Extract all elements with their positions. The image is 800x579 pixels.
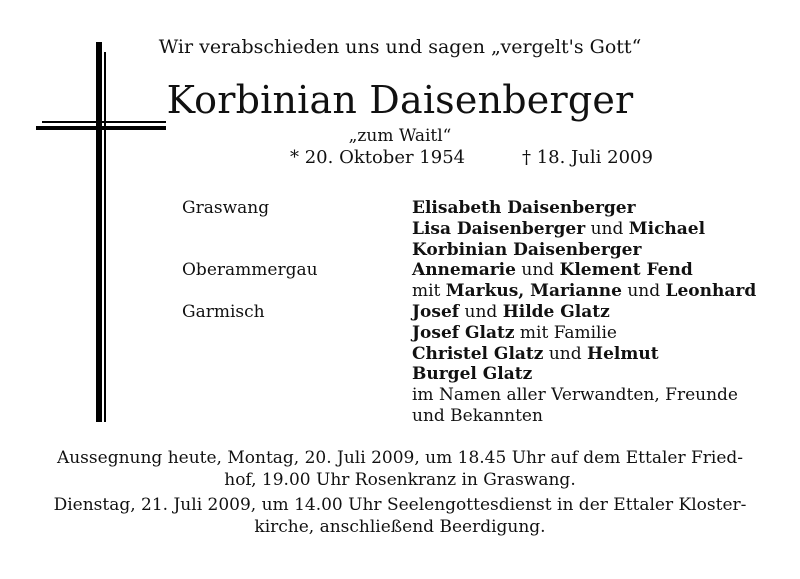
death-date: † 18. Juli 2009 <box>522 147 653 168</box>
cross-vertical-shadow <box>104 52 106 422</box>
mourner-text: Helmut <box>587 343 659 364</box>
mourner-text: Leonhard <box>665 281 757 302</box>
mourner-line <box>412 198 782 219</box>
mourner-text: Christel Glatz <box>412 343 544 364</box>
mourner-text: Michael <box>628 218 706 239</box>
mourner-line <box>412 385 782 406</box>
mourner-text: Korbinian Daisenberger <box>412 239 642 260</box>
mourner-text: im Namen aller Verwandten, Freunde <box>412 385 738 406</box>
mourner-text: und Bekannten <box>412 405 543 426</box>
mourner-line <box>412 240 782 261</box>
mourner-line <box>412 406 782 427</box>
mourners-list <box>182 198 782 427</box>
mourner-line <box>412 219 782 240</box>
mourner-text: und <box>459 301 503 322</box>
mourner-group <box>182 198 782 260</box>
mourner-text: Hilde Glatz <box>502 301 610 322</box>
mourner-line <box>412 364 782 385</box>
mourner-line <box>412 344 782 365</box>
mourner-text: und <box>543 343 588 364</box>
mourner-text: Burgel Glatz <box>412 364 533 385</box>
mourner-names <box>412 198 782 260</box>
mourner-line <box>412 323 782 344</box>
mourner-text: und <box>621 281 666 302</box>
mourner-text: Markus, Marianne <box>445 281 622 302</box>
nickname: „zum Waitl“ <box>348 126 452 146</box>
service-line: hof, 19.00 Uhr Rosenkranz in Graswang. <box>224 469 576 490</box>
mourner-text: Lisa Daisenberger <box>412 218 586 239</box>
place-label: Oberammergau <box>182 260 318 281</box>
birth-date: * 20. Oktober 1954 <box>290 147 466 168</box>
deceased-name: Korbinian Daisenberger <box>166 78 634 122</box>
place-label: Garmisch <box>182 301 265 322</box>
service-line: Aussegnung heute, Montag, 20. Juli 2009, um 18.45 Uhr auf dem Ettaler Fried- <box>56 448 744 468</box>
service-info <box>0 448 800 538</box>
mourner-text: und <box>585 218 629 239</box>
mourner-names <box>412 302 782 427</box>
mourner-text: Klement Fend <box>559 260 693 281</box>
mourner-names <box>412 260 782 302</box>
mourner-line <box>412 260 782 281</box>
mourner-text: Elisabeth Daisenberger <box>412 198 636 218</box>
mourner-text: Annemarie <box>412 260 516 281</box>
mourner-group <box>182 302 782 427</box>
place-label: Graswang <box>182 198 270 218</box>
cross-horizontal-shadow <box>42 121 166 123</box>
mourner-text: Josef Glatz <box>412 322 515 343</box>
service-line: kirche, anschließend Beerdigung. <box>254 516 546 537</box>
mourner-line <box>412 302 782 323</box>
mourner-text: mit <box>412 281 446 302</box>
mourner-text: mit Familie <box>514 322 617 343</box>
mourner-line <box>412 281 782 302</box>
mourner-text: Josef <box>412 301 460 322</box>
cross-vertical-bar <box>96 42 102 422</box>
service-line: Dienstag, 21. Juli 2009, um 14.00 Uhr Seelengottesdienst in der Ettaler Kloster- <box>53 495 747 515</box>
intro-text: Wir verabschieden uns und sagen „vergelt's Gott“ <box>158 36 642 58</box>
mourner-text: und <box>515 260 560 281</box>
mourner-group <box>182 260 782 302</box>
cross-horizontal-bar <box>36 126 166 130</box>
